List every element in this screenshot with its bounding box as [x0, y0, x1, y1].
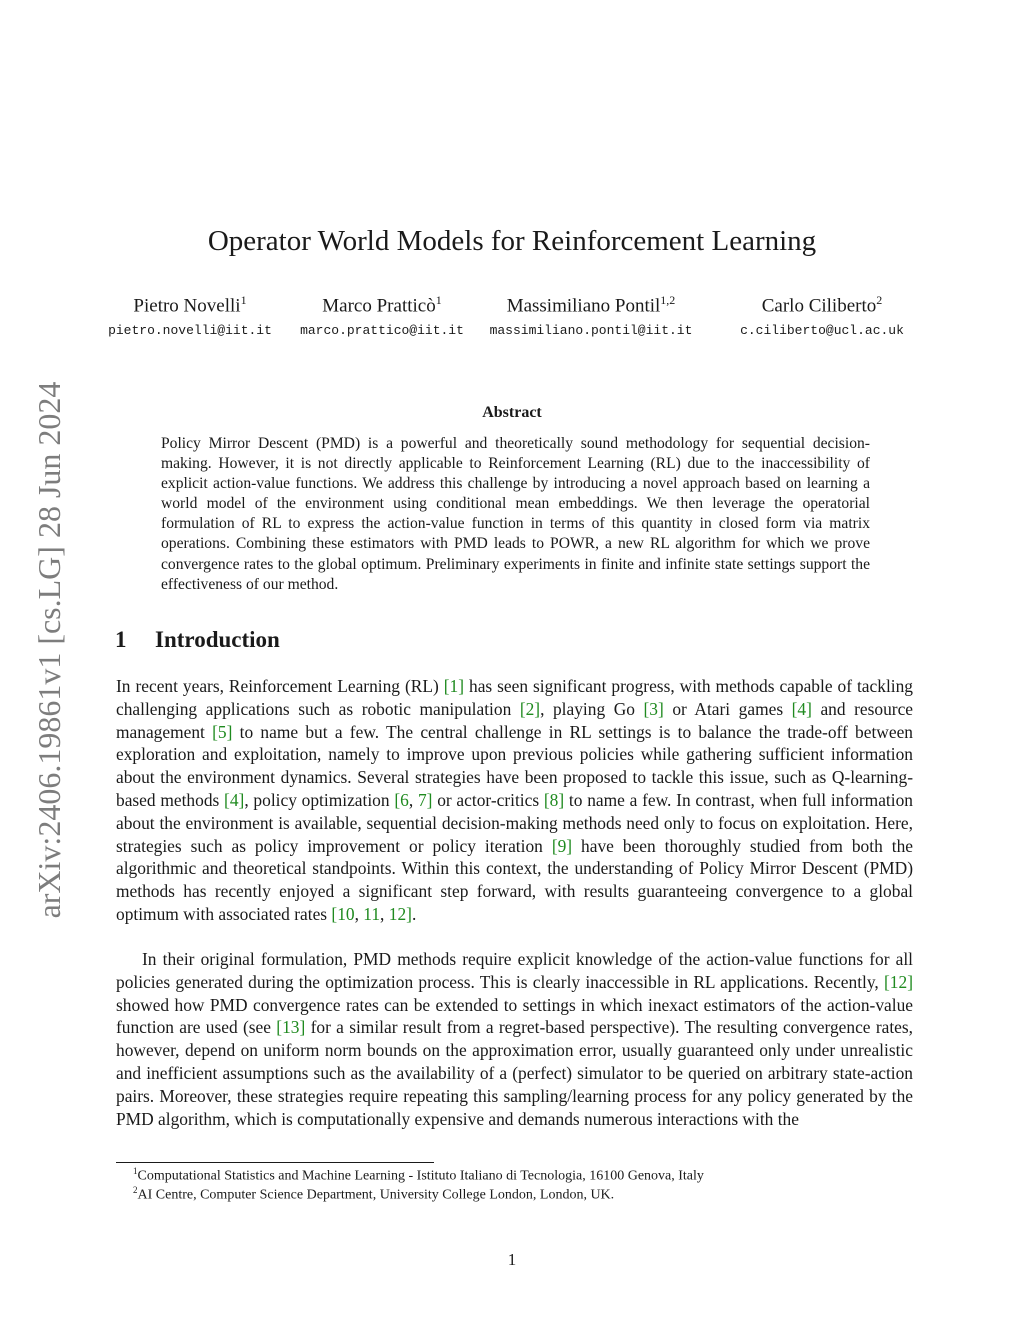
section-number: 1 [115, 627, 127, 652]
paper-title: Operator World Models for Reinforcement Learning [207, 225, 817, 257]
author-email[interactable]: c.ciliberto@ucl.ac.uk [740, 323, 904, 339]
citation-link[interactable]: 12] [388, 903, 412, 924]
author-email[interactable]: pietro.novelli@iit.it [108, 323, 272, 339]
section-heading [115, 627, 280, 653]
author-email[interactable]: massimiliano.pontil@iit.it [489, 323, 693, 339]
citation-link[interactable]: [10 [331, 903, 355, 924]
author-name: Carlo Ciliberto$^2$ [761, 293, 883, 317]
citation-link[interactable]: [13] [276, 1017, 306, 1038]
citation-link[interactable]: [8] [543, 789, 565, 810]
footnote-rule [116, 1162, 434, 1163]
citation-link[interactable]: [4] [791, 698, 812, 719]
citation-link[interactable]: 11 [363, 903, 381, 924]
abstract-heading: Abstract [482, 404, 542, 421]
author-block [95, 288, 285, 338]
abstract-text: Policy Mirror Descent (PMD) is a powerful and theoretically sound methodology for sequential decision-making. However, it is not directly applicable to Reinforcement Learning (RL) due to the inaccessibility of explicit action-value functions. We address this challenge by introducing a novel approach based on learning a world model of the environment using conditional mean embeddings. We then leverage the operatorial formulation of RL to express the action-value function in terms of this quantity in closed form via matrix operations. Combining these estimators with PMD leads to POWR, a new RL algorithm for which we prove convergence rates to the global optimum. Preliminary experiments in finite and infinite state settings support the effectiveness of our method. [161, 435, 870, 593]
author-block [287, 288, 477, 338]
author-email[interactable]: marco.prattico@iit.it [300, 323, 464, 339]
intro-paragraph-1: In recent years, Reinforcement Learning (RL) [1] has seen significant progress, with methods capable of tackling challenging applications such as robotic manipulation [2], playing Go [3] or Atari games [4] and resource management [5] to name but a few. The central challenge in RL settings is to balance the trade-off between exploration and exploitation, namely to improve upon previous policies while gathering sufficient information about the environment dynamics. Several strategies have been proposed to tackle this issue, such as Q-learning-based methods [4], policy optimization [6, 7] or actor-critics [8] to name a few. In contrast, when full information about the environment is available, sequential decision-making methods need only to focus on exploitation. Here, strategies such as policy improvement or policy iteration [9] have been thoroughly studied from both the algorithmic and theoretical standpoints. Within this context, the understanding of Policy Mirror Descent (PMD) methods has recently enjoyed a significant step forward, with results guaranteeing convergence to a global optimum with associated rates [10, 11, 12]. [116, 676, 914, 924]
author-name: Pietro Novelli$^1$ [133, 293, 247, 317]
footnote: $^2$AI Centre, Computer Science Department, University College London, London, UK. [133, 1185, 615, 1203]
intro-paragraph-2: In their original formulation, PMD methods require explicit knowledge of the action-value functions for all policies generated during the optimization process. This is clearly inaccessible in RL applications. Recently, [12] showed how PMD convergence rates can be extended to settings in which inexact estimators of the action-value function are used (see [13] for a similar result from a regret-based perspective). The resulting convergence rates, however, depend on uniform norm bounds on the approximation error, usually guaranteed only under unrealistic and inefficient assumptions such as the availability of a (perfect) simulator to be queried on arbitrary state-action pairs. Moreover, these strategies require repeating this sampling/learning process for any policy generated by the PMD algorithm, which is computationally expensive and demands numerous interactions with the [116, 949, 913, 1129]
citation-link[interactable]: [5] [212, 721, 233, 742]
author-name: Marco Pratticò$^1$ [322, 293, 442, 317]
citation-link[interactable]: [3] [643, 698, 664, 719]
citation-link[interactable]: [1] [443, 676, 465, 696]
author-name: Massimiliano Pontil$^{1,2}$ [506, 293, 676, 317]
section-title: Introduction [155, 627, 280, 652]
page-number: 1 [507, 1250, 517, 1269]
author-block [482, 288, 700, 338]
citation-link[interactable]: [9] [551, 835, 573, 856]
citation-link[interactable]: 7] [417, 789, 433, 810]
arxiv-stamp: arXiv:2406.19861v1 [cs.LG] 28 Jun 2024 [31, 381, 67, 919]
citation-link[interactable]: [2] [519, 698, 541, 719]
citation-link[interactable]: [6 [394, 789, 409, 810]
footnote: $^1$Computational Statistics and Machine Learning - Istituto Italiano di Tecnologia, 16100 Genova, Italy [133, 1166, 704, 1184]
citation-link[interactable]: [12] [884, 971, 913, 992]
citation-link[interactable]: [4] [224, 789, 245, 810]
author-block [722, 288, 922, 338]
